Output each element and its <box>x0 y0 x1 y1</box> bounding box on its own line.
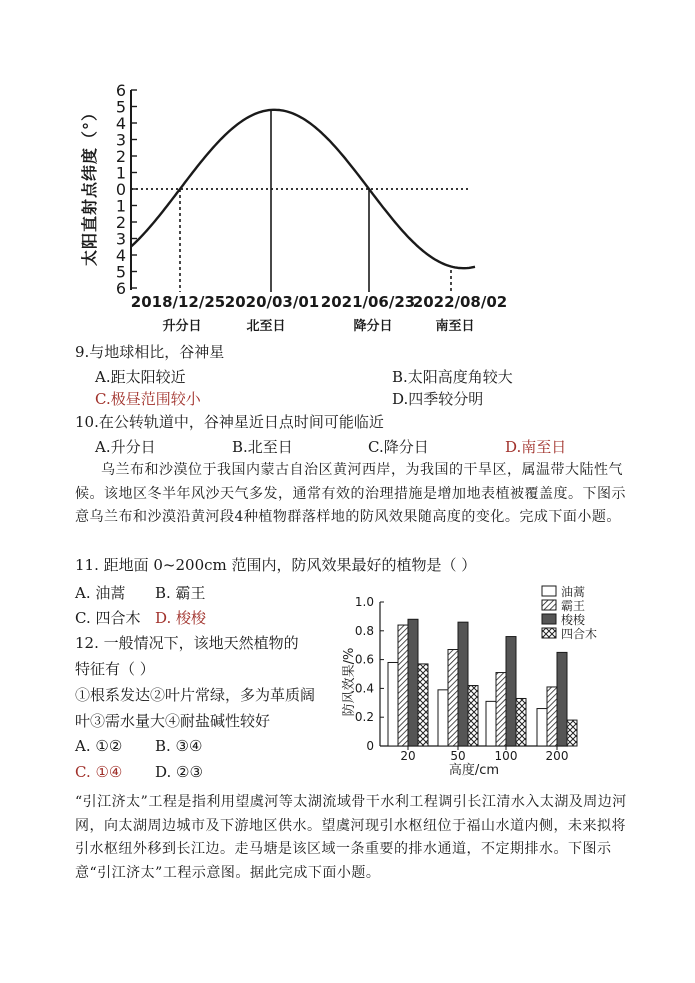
y-tick-label: 1 <box>115 163 127 183</box>
q9-option-d[interactable]: D.四季较分明 <box>392 390 484 408</box>
q10-option-c[interactable]: C.降分日 <box>368 438 429 456</box>
q10-option-a[interactable]: A.升分日 <box>95 438 156 456</box>
bar-梭梭-50 <box>458 622 468 746</box>
bar-x-tick-label: 200 <box>545 749 569 763</box>
q11-option-c[interactable]: C. 四合木 <box>75 609 141 627</box>
q12-option-c[interactable]: C. ①④ <box>75 763 123 781</box>
q10-stem: 10.在公转轨道中，谷神星近日点时间可能临近 <box>75 413 384 431</box>
bar-油蒿-100 <box>486 701 496 746</box>
bar-霸王-200 <box>547 687 557 746</box>
event-label: 南至日 <box>435 319 475 334</box>
y-tick-label: 6 <box>115 81 127 100</box>
bar-x-tick-label: 20 <box>400 749 416 763</box>
legend-swatch <box>542 600 556 610</box>
q10-option-d[interactable]: D.南至日 <box>505 438 567 456</box>
q12-option-d[interactable]: D. ②③ <box>155 763 203 781</box>
y-tick-label: 3 <box>115 130 127 150</box>
bar-油蒿-20 <box>388 662 398 746</box>
bar-四合木-200 <box>567 720 577 746</box>
legend-swatch <box>542 614 556 624</box>
y-tick-label: 5 <box>115 97 127 117</box>
q9-stem: 9.与地球相比，谷神星 <box>75 343 225 361</box>
bar-y-tick-label: 1.0 <box>354 595 374 609</box>
bar-梭梭-200 <box>557 652 567 746</box>
date-label: 2020/03/01 <box>224 293 320 311</box>
q12-options-line1: ①根系发达②叶片常绿，多为革质阔 <box>75 686 316 704</box>
bar-霸王-20 <box>398 625 408 746</box>
q9-option-b[interactable]: B.太阳高度角较大 <box>392 368 513 386</box>
q11-option-d[interactable]: D. 梭梭 <box>155 609 207 627</box>
y-tick-label: 4 <box>115 114 127 133</box>
solar-latitude-chart <box>0 0 695 340</box>
q11-option-a[interactable]: A. 油蒿 <box>75 584 126 602</box>
bar-霸王-50 <box>448 650 458 746</box>
windbreak-bar-chart <box>330 580 630 780</box>
legend-label: 油蒿 <box>561 585 586 599</box>
legend-label: 四合木 <box>561 627 598 641</box>
legend-swatch <box>542 586 556 596</box>
bar-y-tick-label: 0.8 <box>354 623 374 638</box>
q11-stem: 11. 距地面 0~200cm 范围内，防风效果最好的植物是（ ） <box>75 556 477 574</box>
q10-option-b[interactable]: B.北至日 <box>232 438 293 456</box>
event-label: 降分日 <box>353 319 393 334</box>
y-tick-label: 0 <box>115 180 127 199</box>
bar-四合木-100 <box>516 698 526 746</box>
bar-x-tick-label: 50 <box>450 749 466 763</box>
q9-option-c[interactable]: C.极昼范围较小 <box>95 390 201 408</box>
bar-梭梭-100 <box>506 637 516 746</box>
date-label: 2018/12/25 <box>130 293 226 311</box>
q12-option-a[interactable]: A. ①② <box>75 737 123 755</box>
date-label: 2021/06/23 <box>320 293 416 311</box>
y-tick-label: 6 <box>115 279 127 298</box>
legend-label: 霸王 <box>561 599 586 613</box>
bar-y-axis-label: 防风效果/% <box>342 647 357 717</box>
bar-四合木-50 <box>468 686 478 746</box>
q12-option-b[interactable]: B. ③④ <box>155 737 203 755</box>
q12-options-line2: 叶③需水量大④耐盐碱性较好 <box>75 712 271 730</box>
bar-霸王-100 <box>496 673 506 746</box>
y-tick-label: 1 <box>115 196 127 216</box>
event-label: 升分日 <box>162 319 202 334</box>
y-tick-label: 4 <box>115 246 127 265</box>
q11-option-b[interactable]: B. 霸王 <box>155 584 206 602</box>
event-label: 北至日 <box>246 319 286 334</box>
legend-label: 梭梭 <box>561 613 586 627</box>
date-label: 2022/08/02 <box>412 293 508 311</box>
y-tick-label: 5 <box>115 262 127 282</box>
q12-stem-line2: 特征有（ ） <box>75 660 155 678</box>
y-axis-label: 太阳直射点纬度（°） <box>80 103 99 267</box>
bar-y-tick-label: 0.2 <box>354 710 374 725</box>
passage-yinjiangjitai: “引江济太”工程是指利用望虞河等太湖流域骨干水利工程调引长江清水入太湖及周边河网，向太湖周边城市及下游地区供水。望虞河现引水枢纽位于福山水道内侧，未来拟将引水枢纽外移到长江边。走马塘是该区域一条重要的排水通道，不定期排水。下图示意“引江济太”工程示意图。据此完成下面小题。 <box>75 794 627 881</box>
bar-油蒿-200 <box>537 709 547 746</box>
q12-stem-line1: 12. 一般情况下，该地天然植物的 <box>75 634 299 652</box>
bar-四合木-20 <box>418 664 428 746</box>
bar-油蒿-50 <box>438 690 448 746</box>
bar-y-tick-label: 0 <box>366 739 374 753</box>
legend-swatch <box>542 628 556 638</box>
y-tick-label: 3 <box>115 229 127 249</box>
bar-x-tick-label: 100 <box>494 749 518 763</box>
bar-y-tick-label: 0.6 <box>354 652 374 667</box>
q9-option-a[interactable]: A.距太阳较近 <box>95 368 186 386</box>
bar-x-axis-label: 高度/cm <box>448 763 500 778</box>
y-tick-label: 2 <box>115 213 127 232</box>
bar-梭梭-20 <box>408 619 418 746</box>
bar-y-tick-label: 0.4 <box>354 681 374 696</box>
y-ticks <box>116 81 137 298</box>
y-tick-label: 2 <box>115 147 127 166</box>
passage-desert: 乌兰布和沙漠位于我国内蒙古自治区黄河西岸，为我国的干旱区，属温带大陆性气候。该地区冬半年风沙天气多发，通常有效的治理措施是增加地表植被覆盖度。下图示意乌兰布和沙漠沿黄河段4种植物群落样地的防风效果随高度的变化。完成下面小题。 <box>75 462 626 525</box>
